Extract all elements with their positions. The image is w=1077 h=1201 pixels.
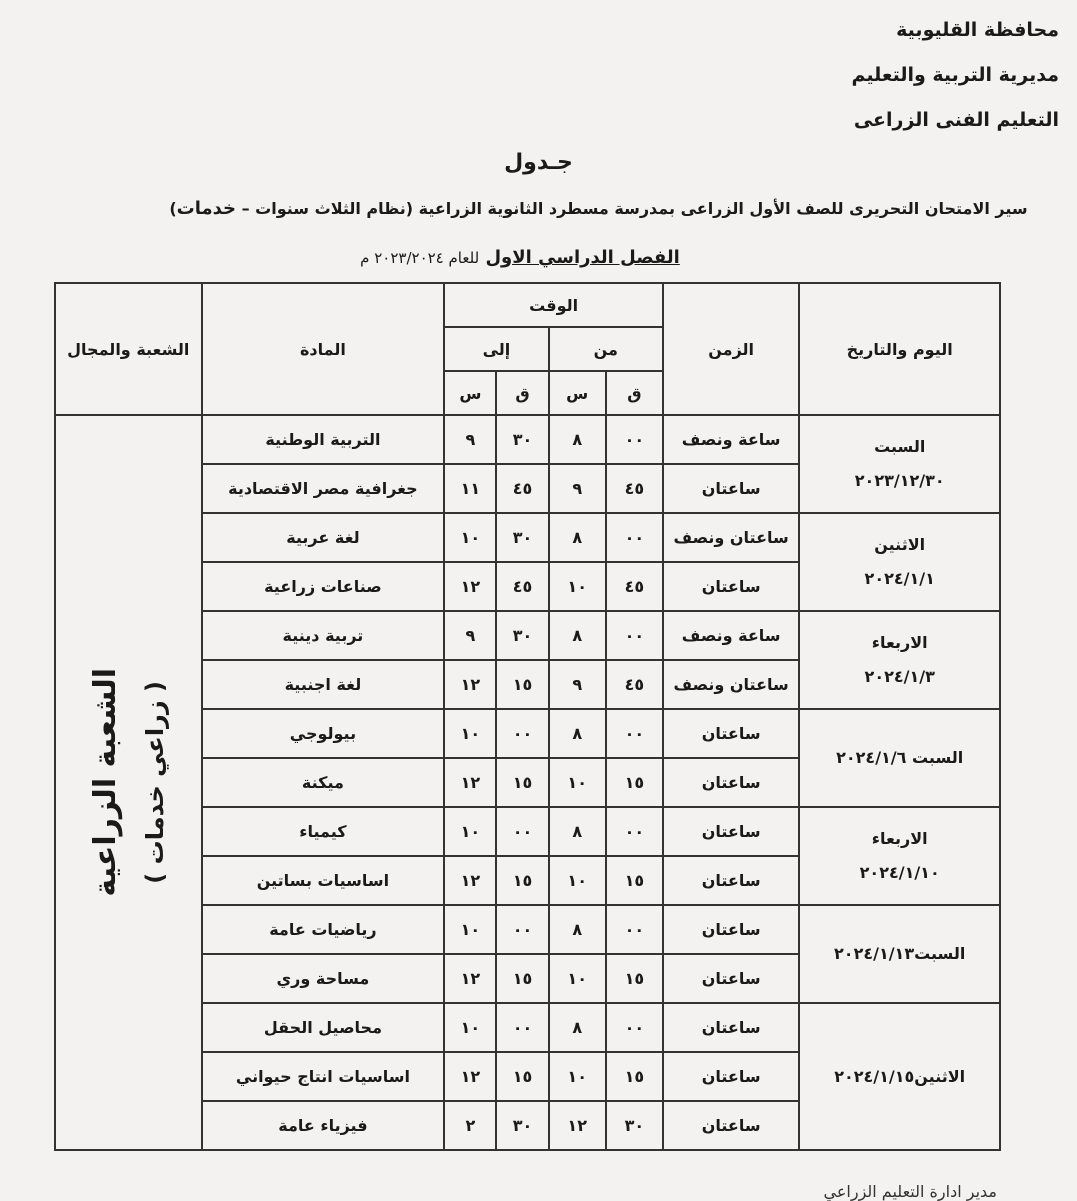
- day-date: ٢٠٢٤/١/١٥: [834, 1066, 915, 1086]
- to-hour-cell: ١٢: [444, 1052, 496, 1101]
- subject-cell: اساسيات انتاج حيواني: [202, 1052, 445, 1101]
- day-cell: [799, 415, 1000, 513]
- to-minute-cell: ٣٠: [496, 611, 548, 660]
- duration-cell: ساعة ونصف: [663, 415, 799, 464]
- from-minute-cell: ٤٥: [606, 562, 663, 611]
- from-hour-cell: ١٠: [549, 758, 606, 807]
- from-hour-cell: ٨: [549, 905, 606, 954]
- subject-cell: كيمياء: [202, 807, 445, 856]
- from-minute-cell: ٠٠: [606, 1003, 663, 1052]
- from-hour-cell: ٨: [549, 513, 606, 562]
- day-cell: [799, 611, 1000, 709]
- from-minute-cell: ٠٠: [606, 513, 663, 562]
- from-minute-cell: ٠٠: [606, 611, 663, 660]
- from-minute-cell: ٤٥: [606, 464, 663, 513]
- subtitle-end: ): [169, 199, 177, 218]
- to-minute-cell: ٣٠: [496, 415, 548, 464]
- day-date: ٢٠٢٤/١/١: [864, 569, 935, 588]
- day-cell: [799, 807, 1000, 905]
- subject-cell: اساسيات بساتين: [202, 856, 445, 905]
- from-hour-cell: ١٢: [549, 1101, 606, 1150]
- day-name: الاربعاء: [871, 829, 928, 848]
- header-from-minute: ق: [606, 371, 663, 415]
- to-hour-cell: ١٢: [444, 660, 496, 709]
- duration-cell: ساعتان: [663, 1003, 799, 1052]
- duration-cell: ساعتان: [663, 1101, 799, 1150]
- from-hour-cell: ١٠: [549, 856, 606, 905]
- governorate: محافظة القليوبية: [896, 19, 1059, 41]
- day-date: ٢٠٢٤/١/٣: [864, 667, 935, 686]
- day-date: ٢٠٢٣/١٢/٣٠: [854, 471, 945, 490]
- to-hour-cell: ١٢: [444, 562, 496, 611]
- duration-cell: ساعتان: [663, 807, 799, 856]
- subject-cell: مساحة وري: [202, 954, 445, 1003]
- section-field: ( زراعي خدمات ): [140, 681, 169, 884]
- to-minute-cell: ٠٠: [496, 905, 548, 954]
- header-day: اليوم والتاريخ: [799, 283, 1000, 415]
- duration-cell: ساعتان: [663, 562, 799, 611]
- subtitle-main: سير الامتحان التحريرى للصف الأول الزراعى بمدرسة مسطرد الثانوية الزراعية (نظام الثلاث سنوات –: [241, 199, 1028, 218]
- duration-cell: ساعتان: [663, 464, 799, 513]
- subject-cell: رياضيات عامة: [202, 905, 445, 954]
- duration-cell: ساعتان: [663, 856, 799, 905]
- doc-subtitle: [140, 198, 1057, 219]
- from-hour-cell: ١٠: [549, 1052, 606, 1101]
- day-name: الاربعاء: [871, 633, 928, 652]
- header-from-hour: س: [549, 371, 606, 415]
- from-minute-cell: ٠٠: [606, 905, 663, 954]
- to-minute-cell: ١٥: [496, 954, 548, 1003]
- day-name: الاثنين: [914, 1066, 966, 1086]
- day-cell: [799, 709, 1000, 807]
- day-cell: [799, 905, 1000, 1003]
- day-date: ٢٠٢٤/١/٦: [836, 748, 907, 767]
- to-minute-cell: ١٥: [496, 856, 548, 905]
- from-minute-cell: ١٥: [606, 758, 663, 807]
- to-hour-cell: ٢: [444, 1101, 496, 1150]
- to-minute-cell: ٠٠: [496, 709, 548, 758]
- subject-cell: لغة عربية: [202, 513, 445, 562]
- from-hour-cell: ٨: [549, 709, 606, 758]
- department: التعليم الفنى الزراعى: [853, 109, 1059, 131]
- from-minute-cell: ١٥: [606, 1052, 663, 1101]
- to-minute-cell: ٤٥: [496, 562, 548, 611]
- day-name: الاثنين: [874, 535, 926, 554]
- subject-cell: جغرافية مصر الاقتصادية: [202, 464, 445, 513]
- to-hour-cell: ٩: [444, 415, 496, 464]
- subject-cell: محاصيل الحقل: [202, 1003, 445, 1052]
- to-hour-cell: ١١: [444, 464, 496, 513]
- from-minute-cell: ٤٥: [606, 660, 663, 709]
- from-hour-cell: ١٠: [549, 954, 606, 1003]
- day-name: السبت: [914, 944, 966, 963]
- to-hour-cell: ٩: [444, 611, 496, 660]
- duration-cell: ساعتان: [663, 758, 799, 807]
- header-duration: الزمن: [663, 283, 799, 415]
- header-time: الوقت: [444, 283, 663, 327]
- subject-cell: صناعات زراعية: [202, 562, 445, 611]
- to-hour-cell: ١٢: [444, 954, 496, 1003]
- header-section: الشعبة والمجال: [55, 283, 202, 415]
- from-minute-cell: ٠٠: [606, 415, 663, 464]
- subject-cell: فيزياء عامة: [202, 1101, 445, 1150]
- duration-cell: ساعة ونصف: [663, 611, 799, 660]
- header-from: من: [549, 327, 663, 371]
- duration-cell: ساعتان: [663, 1052, 799, 1101]
- to-hour-cell: ١٠: [444, 905, 496, 954]
- duration-cell: ساعتان: [663, 905, 799, 954]
- to-hour-cell: ١٠: [444, 807, 496, 856]
- to-minute-cell: ٣٠: [496, 1101, 548, 1150]
- to-hour-cell: ١٠: [444, 513, 496, 562]
- table-row: [55, 415, 1000, 464]
- from-hour-cell: ٩: [549, 464, 606, 513]
- day-cell: [799, 1003, 1000, 1150]
- from-hour-cell: ٩: [549, 660, 606, 709]
- from-hour-cell: ٨: [549, 807, 606, 856]
- exam-schedule-table: [54, 282, 1001, 1151]
- duration-cell: ساعتان ونصف: [663, 660, 799, 709]
- duration-cell: ساعتان: [663, 954, 799, 1003]
- header-subject: المادة: [202, 283, 445, 415]
- subject-cell: تربية دينية: [202, 611, 445, 660]
- to-minute-cell: ١٥: [496, 660, 548, 709]
- section-name: الشعبة الزراعية: [87, 668, 123, 897]
- to-minute-cell: ١٥: [496, 1052, 548, 1101]
- to-hour-cell: ١٢: [444, 856, 496, 905]
- subject-cell: لغة اجنبية: [202, 660, 445, 709]
- day-name: السبت: [911, 748, 964, 767]
- from-minute-cell: ٠٠: [606, 807, 663, 856]
- header-to-hour: س: [444, 371, 496, 415]
- header-to-minute: ق: [496, 371, 548, 415]
- letterhead: [851, 8, 1059, 143]
- semester-year: للعام ٢٠٢٣/٢٠٢٤ م: [360, 249, 480, 267]
- section-cell: [55, 415, 202, 1150]
- day-date: ٢٠٢٤/١/١٣: [834, 944, 915, 963]
- from-hour-cell: ١٠: [549, 562, 606, 611]
- to-hour-cell: ١٠: [444, 709, 496, 758]
- day-name: السبت: [874, 437, 926, 456]
- doc-title: جـدول: [504, 150, 573, 175]
- to-minute-cell: ٣٠: [496, 513, 548, 562]
- from-minute-cell: ١٥: [606, 856, 663, 905]
- day-cell: [799, 513, 1000, 611]
- duration-cell: ساعتان: [663, 709, 799, 758]
- from-hour-cell: ٨: [549, 1003, 606, 1052]
- directorate: مديرية التربية والتعليم: [851, 64, 1059, 86]
- from-minute-cell: ١٥: [606, 954, 663, 1003]
- duration-cell: ساعتان ونصف: [663, 513, 799, 562]
- to-minute-cell: ١٥: [496, 758, 548, 807]
- semester-label: الفصل الدراسي الاول: [485, 247, 680, 268]
- footer-signature-line: مدير ادارة التعليم الزراعي: [823, 1182, 997, 1201]
- to-minute-cell: ٠٠: [496, 1003, 548, 1052]
- to-minute-cell: ٤٥: [496, 464, 548, 513]
- from-minute-cell: ٣٠: [606, 1101, 663, 1150]
- subject-cell: ميكنة: [202, 758, 445, 807]
- subject-cell: بيولوجي: [202, 709, 445, 758]
- semester-line: [320, 247, 720, 268]
- to-hour-cell: ١٠: [444, 1003, 496, 1052]
- day-date: ٢٠٢٤/١/١٠: [859, 863, 940, 882]
- subtitle-strong: خدمات: [176, 198, 237, 219]
- from-hour-cell: ٨: [549, 415, 606, 464]
- from-minute-cell: ٠٠: [606, 709, 663, 758]
- subject-cell: التربية الوطنية: [202, 415, 445, 464]
- header-to: إلى: [444, 327, 548, 371]
- to-hour-cell: ١٢: [444, 758, 496, 807]
- from-hour-cell: ٨: [549, 611, 606, 660]
- to-minute-cell: ٠٠: [496, 807, 548, 856]
